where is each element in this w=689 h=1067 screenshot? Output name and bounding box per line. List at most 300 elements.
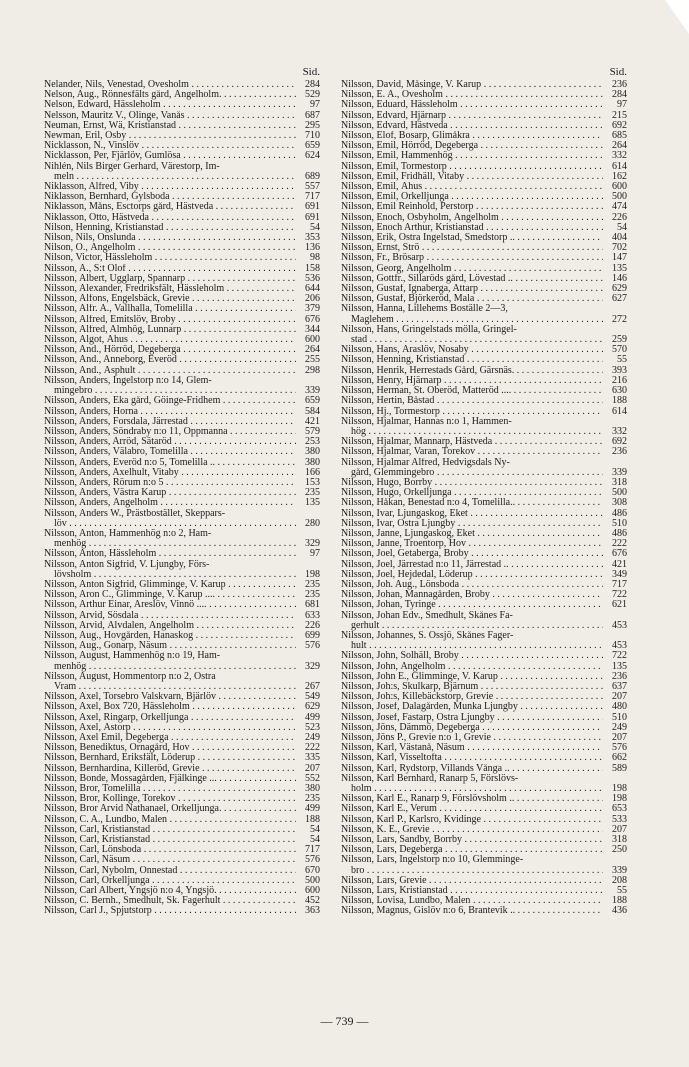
index-entry bbox=[341, 804, 627, 814]
entry-page: 235 bbox=[305, 793, 320, 805]
entry-text: Nilsson, Erik, Östra Ingelstad, Smedstorp .. . . . bbox=[341, 233, 603, 243]
entry-text: Nilsson, Lars, Ingelstorp n:o 10, Glemminge- bbox=[341, 855, 524, 866]
entry-continuation: Vram . . . bbox=[44, 682, 296, 692]
entry-page: 637 bbox=[612, 680, 627, 692]
entry-page: 162 bbox=[612, 170, 627, 182]
entry-text: Nilsson, Enoch Arthur, Kristianstad . . . bbox=[341, 223, 603, 233]
index-entry bbox=[44, 427, 320, 437]
index-entry bbox=[44, 131, 320, 141]
entry-text: Nilsson, Hjalmar, Varan, Torekov . . . bbox=[341, 447, 603, 457]
entry-page: 380 bbox=[305, 783, 320, 795]
entry-text: Nilsson, Anders, Söndraby n:o 11, Oppmanna . . . bbox=[44, 427, 296, 437]
entry-text: Nilsson, Henning, Kristianstad . . . bbox=[341, 355, 603, 365]
index-entry bbox=[341, 80, 627, 90]
entry-page: 188 bbox=[612, 395, 627, 407]
entry-text: Nelson, Aug., Rönnesfälts gård, Ängelholm. . . . bbox=[44, 90, 296, 100]
index-entry bbox=[341, 294, 627, 304]
entry-page: 329 bbox=[305, 660, 320, 672]
index-entry bbox=[44, 488, 320, 498]
entry-text: Nilsson, Elof, Bosarp, Glimåkra . . . bbox=[341, 131, 603, 141]
entry-text: Nilsson, Carl Albert, Yngsjö n:o 4, Yngsjö. . . . bbox=[44, 886, 296, 896]
index-entry bbox=[341, 284, 627, 294]
entry-page: 529 bbox=[305, 89, 320, 101]
entry-text: Nilsson, Johan, Mannagården, Broby . . . bbox=[341, 590, 603, 600]
index-entry bbox=[341, 600, 627, 610]
entry-text: Nilsson, Karl E., Verum . . . bbox=[341, 804, 603, 814]
index-entry bbox=[341, 304, 627, 324]
entry-text: Nilsson, And., Hörröd, Degeberga . . . bbox=[44, 345, 296, 355]
entry-page: 207 bbox=[612, 691, 627, 703]
entry-page: 318 bbox=[612, 834, 627, 846]
entry-page: 188 bbox=[305, 813, 320, 825]
index-entry bbox=[341, 366, 627, 376]
entry-page: 536 bbox=[305, 272, 320, 284]
index-entry bbox=[44, 345, 320, 355]
entry-page: 633 bbox=[305, 609, 320, 621]
entry-page: 692 bbox=[612, 436, 627, 448]
entry-page: 421 bbox=[612, 558, 627, 570]
entry-page: 691 bbox=[305, 201, 320, 213]
entry-page: 557 bbox=[305, 181, 320, 193]
entry-page: 54 bbox=[310, 823, 320, 835]
entry-page: 717 bbox=[612, 578, 627, 590]
entry-page: 255 bbox=[305, 354, 320, 366]
entry-text: Nilsson, Janne, Troentorp, Hov . . . bbox=[341, 539, 603, 549]
entry-page: 436 bbox=[612, 905, 627, 917]
index-entry bbox=[341, 182, 627, 192]
index-entry bbox=[44, 304, 320, 314]
index-entry bbox=[341, 662, 627, 672]
index-entry bbox=[341, 417, 627, 437]
entry-text: Neuman, Ernst, Wä, Kristianstad . . . bbox=[44, 121, 296, 131]
index-entry bbox=[341, 549, 627, 559]
entry-page: 576 bbox=[305, 640, 320, 652]
entry-page: 284 bbox=[612, 89, 627, 101]
entry-text: Niklasson, Otto, Hästveda . . . bbox=[44, 213, 296, 223]
entry-text: Nilsson, Aug., Hovgården, Hanaskog . . . bbox=[44, 631, 296, 641]
entry-text: Nilsson, Carl, Näsum . . . bbox=[44, 855, 296, 865]
entry-page: 349 bbox=[612, 568, 627, 580]
entry-text: Nelson, Edward, Hässleholm . . . bbox=[44, 100, 296, 110]
entry-page: 624 bbox=[305, 150, 320, 162]
entry-text: Nilsson, Emil, Åhus . . . bbox=[341, 182, 603, 192]
index-entry bbox=[44, 590, 320, 600]
entry-page: 335 bbox=[305, 752, 320, 764]
index-entry bbox=[341, 325, 627, 345]
index-entry bbox=[341, 906, 627, 916]
entry-text: Nilsson, Jöns P., Grevie n:o 1, Grevie . . . bbox=[341, 733, 603, 743]
entry-text: Nilsson, Alfr. A., Vallhalla, Tomelilla . . . bbox=[44, 304, 296, 314]
index-entry bbox=[341, 488, 627, 498]
entry-page: 207 bbox=[305, 762, 320, 774]
index-entry bbox=[44, 825, 320, 835]
entry-text: Nilsson, Henry, Hjärnarp . . . bbox=[341, 376, 603, 386]
entry-text: Nilsson, Alexander, Fredriksfält, Hässleholm . . . bbox=[44, 284, 296, 294]
entry-page: 500 bbox=[305, 874, 320, 886]
entry-text: Nilsson, Anders, Västra Karup . . . bbox=[44, 488, 296, 498]
index-entry bbox=[341, 743, 627, 753]
entry-text: Nilsson, Carl, Lönsboda . . . bbox=[44, 845, 296, 855]
entry-page: 339 bbox=[305, 385, 320, 397]
entry-page: 198 bbox=[305, 568, 320, 580]
index-entry bbox=[44, 611, 320, 621]
index-entry bbox=[44, 437, 320, 447]
entry-text: Nilsson, Anton, Hässleholm . . . bbox=[44, 549, 296, 559]
entry-text: Nilsson, Håkan, Benestad n:o 4, Tomelilla.. . . . bbox=[341, 498, 603, 508]
entry-page: 576 bbox=[612, 742, 627, 754]
entry-text: Nilsson, Bonde, Mossagården, Fjälkinge ... . . . bbox=[44, 774, 296, 784]
index-entry bbox=[44, 458, 320, 468]
index-entry bbox=[341, 570, 627, 580]
entry-text: Nilson, Henning, Kristianstad . . . bbox=[44, 223, 296, 233]
index-entry bbox=[44, 896, 320, 906]
index-entry bbox=[44, 233, 320, 243]
index-entry bbox=[44, 713, 320, 723]
entry-page: 280 bbox=[305, 517, 320, 529]
index-entry bbox=[341, 121, 627, 131]
index-entry bbox=[44, 355, 320, 365]
entry-page: 55 bbox=[617, 354, 627, 366]
entry-text: Nilsson, David, Måsinge, V. Karup . . . bbox=[341, 80, 603, 90]
index-entry bbox=[44, 784, 320, 794]
index-entry bbox=[44, 111, 320, 121]
entry-text: Nilsson, Emil, Hörröd, Degeberga . . . bbox=[341, 141, 603, 151]
index-entry bbox=[341, 529, 627, 539]
entry-page: 549 bbox=[305, 691, 320, 703]
entry-text: Nilsson, Karl P., Karlsro, Kvidinge . . . bbox=[341, 815, 603, 825]
index-entry bbox=[341, 764, 627, 774]
entry-text: Niklasson, Bernhard, Gylsboda . . . bbox=[44, 192, 296, 202]
index-entry bbox=[341, 233, 627, 243]
index-entry bbox=[44, 692, 320, 702]
entry-page: 453 bbox=[612, 640, 627, 652]
entry-text: Nelander, Nils, Venestad, Ovesholm . . . bbox=[44, 80, 296, 90]
entry-text: Nihlén, Nils Birger Gerhard, Värestorp, Im- bbox=[44, 161, 220, 172]
entry-page: 54 bbox=[310, 834, 320, 846]
entry-text: Nilsson, Eduard, Hässleholm . . . bbox=[341, 100, 603, 110]
entry-text: Nilsson, Anders, Ingelstorp n:o 14, Glem- bbox=[44, 375, 212, 386]
index-entry bbox=[44, 192, 320, 202]
entry-page: 97 bbox=[617, 99, 627, 111]
entry-text: Nilsson, C. Bernh., Smedhult, Sk. Fagerhult . . . bbox=[44, 896, 296, 906]
entry-page: 235 bbox=[305, 487, 320, 499]
right-entry-list bbox=[341, 80, 627, 917]
entry-page: 198 bbox=[612, 793, 627, 805]
entry-page: 267 bbox=[305, 680, 320, 692]
index-entry bbox=[44, 906, 320, 916]
entry-text: Nilsson, Algot, Åhus . . . bbox=[44, 335, 296, 345]
entry-continuation: hög . . . bbox=[341, 427, 603, 437]
entry-text: Nilsson, Lars, Sandby, Borrby . . . bbox=[341, 835, 603, 845]
entry-page: 687 bbox=[305, 109, 320, 121]
entry-page: 380 bbox=[305, 446, 320, 458]
entry-text: Nilsson, Fr., Brösarp . . . bbox=[341, 253, 603, 263]
entry-page: 249 bbox=[305, 732, 320, 743]
entry-page: 589 bbox=[612, 762, 627, 774]
entry-continuation: lövsholm . . . bbox=[44, 570, 296, 580]
index-entry bbox=[341, 713, 627, 723]
entry-page: 198 bbox=[612, 783, 627, 795]
index-entry bbox=[44, 815, 320, 825]
entry-text: Nilsson, Ivar, Östra Ljungby . . . bbox=[341, 519, 603, 529]
entry-page: 206 bbox=[305, 293, 320, 305]
entry-text: Nilsson, Joh:s, Skulkarp, Bjärnum . . . bbox=[341, 682, 603, 692]
index-entry bbox=[341, 519, 627, 529]
index-entry bbox=[44, 580, 320, 590]
entry-continuation: mingebro . . . bbox=[44, 386, 296, 396]
entry-page: 630 bbox=[612, 385, 627, 397]
entry-page: 329 bbox=[305, 538, 320, 550]
entry-page: 681 bbox=[305, 599, 320, 611]
index-entry bbox=[341, 264, 627, 274]
entry-page: 699 bbox=[305, 629, 320, 641]
index-entry bbox=[44, 121, 320, 131]
index-entry bbox=[44, 702, 320, 712]
entry-page: 226 bbox=[612, 211, 627, 223]
index-entry bbox=[341, 794, 627, 804]
index-entry bbox=[44, 253, 320, 263]
entry-page: 685 bbox=[612, 130, 627, 142]
index-entry bbox=[341, 876, 627, 886]
index-entry bbox=[44, 631, 320, 641]
entry-page: 453 bbox=[612, 619, 627, 631]
entry-text: Nilson, O., Ängelholm . . . bbox=[44, 243, 296, 253]
entry-page: 236 bbox=[612, 670, 627, 682]
entry-text: Nilsson, John, Solhäll, Broby . . . bbox=[341, 651, 603, 661]
entry-page: 250 bbox=[612, 844, 627, 856]
entry-page: 264 bbox=[612, 140, 627, 152]
entry-page: 722 bbox=[612, 650, 627, 662]
entry-page: 676 bbox=[612, 548, 627, 560]
index-entry bbox=[341, 111, 627, 121]
entry-page: 474 bbox=[612, 201, 627, 213]
index-entry bbox=[44, 447, 320, 457]
entry-page: 308 bbox=[612, 497, 627, 509]
index-entry bbox=[341, 886, 627, 896]
entry-text: Nilsson, Hans, Äraslöv, Nosaby . . . bbox=[341, 345, 603, 355]
index-entry bbox=[44, 80, 320, 90]
entry-page: 158 bbox=[305, 262, 320, 274]
entry-page: 570 bbox=[612, 344, 627, 356]
index-entry bbox=[44, 866, 320, 876]
index-entry bbox=[44, 794, 320, 804]
entry-text: Nilsson, Joh:s, Killebäckstorp, Grevie . . . bbox=[341, 692, 603, 702]
index-entry bbox=[341, 651, 627, 661]
index-entry bbox=[341, 509, 627, 519]
entry-page: 691 bbox=[305, 211, 320, 223]
index-entry bbox=[341, 100, 627, 110]
index-entry bbox=[44, 651, 320, 671]
index-entry bbox=[44, 468, 320, 478]
entry-text: Nilsson, John E., Glimminge, V. Karup . . . bbox=[341, 672, 603, 682]
entry-page: 717 bbox=[305, 844, 320, 856]
index-entry bbox=[341, 243, 627, 253]
entry-page: 552 bbox=[305, 772, 320, 784]
entry-page: 363 bbox=[305, 905, 320, 917]
entry-page: 500 bbox=[612, 487, 627, 499]
entry-text: Nilsson, Axel, Torsebro Valskvarn, Bjärlöv . . . bbox=[44, 692, 296, 702]
entry-text: Nilsson, Anders, Ängelholm . . . bbox=[44, 498, 296, 508]
entry-text: Nilsson, Enoch, Osbyholm, Ängelholm . . . bbox=[341, 213, 603, 223]
entry-text: Nilsson, Lovisa, Lundbo, Malen . . . bbox=[341, 896, 603, 906]
entry-page: 318 bbox=[612, 476, 627, 488]
entry-page: 510 bbox=[612, 517, 627, 529]
entry-text: Nilsson, Anders, Everöd n:o 5, Tomelilla .. . . . bbox=[44, 458, 296, 468]
index-entry bbox=[341, 825, 627, 835]
entry-page: 629 bbox=[305, 701, 320, 713]
entry-text: Nilsson, Arvid, Älvdalen, Ängelholm . . . bbox=[44, 621, 296, 631]
entry-text: Nilsson, Jöns, Dämmö, Degeberga . . . bbox=[341, 723, 603, 733]
entry-page: 499 bbox=[305, 711, 320, 723]
entry-text: Nilsson, Gustaf, Björkeröd, Mala . . . bbox=[341, 294, 603, 304]
entry-text: Nilsson, Magnus, Gislöv n:o 6, Brantevik .. . . . bbox=[341, 906, 603, 916]
index-entry bbox=[341, 835, 627, 845]
index-entry bbox=[44, 162, 320, 182]
entry-page: 153 bbox=[305, 476, 320, 488]
entry-continuation: meln . . . bbox=[44, 172, 296, 182]
entry-text: Nilsson, Axel, Ringarp, Örkelljunga . . . bbox=[44, 713, 296, 723]
index-entry bbox=[341, 355, 627, 365]
entry-text: Nilsson, Josef, Dalagården, Munka Ljungby . . . bbox=[341, 702, 603, 712]
entry-page: 404 bbox=[612, 232, 627, 244]
index-entry bbox=[44, 182, 320, 192]
index-entry bbox=[341, 376, 627, 386]
entry-page: 600 bbox=[305, 885, 320, 897]
index-entry bbox=[44, 478, 320, 488]
index-entry bbox=[341, 141, 627, 151]
entry-page: 55 bbox=[617, 885, 627, 897]
index-entry bbox=[44, 376, 320, 396]
entry-page: 226 bbox=[305, 619, 320, 631]
entry-page: 659 bbox=[305, 140, 320, 152]
entry-text: Nilsson, Janne, Ljungaskog, Eket . . . bbox=[341, 529, 603, 539]
left-column bbox=[44, 64, 320, 917]
entry-continuation: löv . . . bbox=[44, 519, 296, 529]
entry-text: Nilsson, Joh. Aug., Lönsboda . . . bbox=[341, 580, 603, 590]
page-number: — 739 — bbox=[320, 1014, 369, 1028]
entry-continuation: Maglehem . . . bbox=[341, 315, 603, 325]
entry-text: Nilsson, Henrik, Herrestads Gård, Gärsnäs. . . . bbox=[341, 366, 603, 376]
index-entry bbox=[341, 855, 627, 875]
entry-page: 97 bbox=[310, 99, 320, 111]
index-entry bbox=[341, 274, 627, 284]
index-entry bbox=[44, 723, 320, 733]
entry-text: Nilsson, Aron C., Glimminge, V. Karup .... . . . bbox=[44, 590, 296, 600]
entry-text: Nilsson, Emil, Örkelljunga . . . bbox=[341, 192, 603, 202]
index-entry bbox=[341, 90, 627, 100]
entry-text: Nilsson, Emil Reinhold, Perstorp . . . bbox=[341, 202, 603, 212]
index-entry bbox=[44, 641, 320, 651]
entry-page: 272 bbox=[612, 313, 627, 325]
entry-text: Nilsson, Karl E., Ranarp 9, Förslövsholm .. . . . bbox=[341, 794, 603, 804]
entry-text: Nilsson, A., S:t Olof . . . bbox=[44, 264, 296, 274]
entry-text: Nilsson, Carl, Kristianstad . . . bbox=[44, 835, 296, 845]
index-entry bbox=[44, 274, 320, 284]
index-entry bbox=[44, 855, 320, 865]
index-entry bbox=[44, 876, 320, 886]
entry-page: 659 bbox=[305, 395, 320, 407]
entry-text: Nilsson, Herman, St. Oberöd, Matteröd .... . . . bbox=[341, 386, 603, 396]
entry-page: 295 bbox=[305, 119, 320, 131]
left-entry-list bbox=[44, 80, 320, 917]
index-entry bbox=[44, 213, 320, 223]
entry-text: Nilsson, Carl, Kristianstad . . . bbox=[44, 825, 296, 835]
entry-page: 499 bbox=[305, 803, 320, 815]
entry-page: 222 bbox=[305, 742, 320, 754]
entry-page: 207 bbox=[612, 732, 627, 743]
entry-text: Nilsson, Joel, Getaberga, Broby . . . bbox=[341, 549, 603, 559]
entry-page: 216 bbox=[612, 374, 627, 386]
entry-page: 653 bbox=[612, 803, 627, 815]
index-entry bbox=[341, 672, 627, 682]
entry-page: 500 bbox=[612, 191, 627, 203]
entry-text: Nilsson, Anders, Horna . . . bbox=[44, 407, 296, 417]
entry-text: Nilsson, Hugo, Borrby . . . bbox=[341, 478, 603, 488]
entry-page: 627 bbox=[612, 293, 627, 305]
entry-text: Nilsson, Hj., Tormestorp . . . bbox=[341, 407, 603, 417]
index-entry bbox=[341, 131, 627, 141]
entry-page: 264 bbox=[305, 344, 320, 356]
entry-continuation: hult . . . bbox=[341, 641, 603, 651]
entry-page: 253 bbox=[305, 436, 320, 448]
entry-page: 207 bbox=[612, 823, 627, 835]
index-entry bbox=[44, 264, 320, 274]
index-entry bbox=[44, 90, 320, 100]
entry-page: 670 bbox=[305, 864, 320, 876]
entry-text: Nilsson, Axel, Åstorp . . . bbox=[44, 723, 296, 733]
entry-continuation: menhög . . . bbox=[44, 662, 296, 672]
entry-text: Niklasson, Måns, Esctorps gård, Hästveda . . . bbox=[44, 202, 296, 212]
entry-page: 380 bbox=[305, 456, 320, 468]
entry-page: 97 bbox=[310, 548, 320, 560]
entry-page: 576 bbox=[305, 854, 320, 866]
entry-text: Nilsson, Johannes, S. Össjö, Skånes Fager- bbox=[341, 630, 514, 641]
entry-page: 353 bbox=[305, 232, 320, 244]
entry-page: 710 bbox=[305, 130, 320, 142]
entry-text: Nelsson, Mauritz V., Olinge, Vanås . . . bbox=[44, 111, 296, 121]
entry-text: Niklasson, Alfred, Viby . . . bbox=[44, 182, 296, 192]
entry-text: Nilsson, John, Ängelholm . . . bbox=[341, 662, 603, 672]
entry-page: 621 bbox=[612, 599, 627, 611]
entry-page: 702 bbox=[612, 242, 627, 254]
entry-page: 600 bbox=[305, 334, 320, 346]
index-entry bbox=[44, 529, 320, 549]
entry-page: 717 bbox=[305, 191, 320, 203]
entry-page: 480 bbox=[612, 701, 627, 713]
entry-text: Nilsson, Benediktus, Örnagård, Hov . . . bbox=[44, 743, 296, 753]
right-column bbox=[341, 64, 627, 917]
entry-text: Nilsson, Anders, Arröd, Sätaröd . . . bbox=[44, 437, 296, 447]
index-entry bbox=[44, 325, 320, 335]
index-entry bbox=[341, 774, 627, 794]
entry-page: 136 bbox=[305, 242, 320, 254]
index-entry bbox=[44, 243, 320, 253]
entry-text: Nilsson, Arvid, Sösdala . . . bbox=[44, 611, 296, 621]
entry-text: Nilsson, Karl, Visseltofta . . . bbox=[341, 753, 603, 763]
index-entry bbox=[341, 692, 627, 702]
entry-page: 235 bbox=[305, 578, 320, 590]
entry-text: Nilsson, Emil, Hammenhög . . . bbox=[341, 151, 603, 161]
entry-page: 54 bbox=[617, 221, 627, 233]
entry-text: Nilsson, And., Anneborg, Everöd . . . bbox=[44, 355, 296, 365]
index-entry bbox=[44, 560, 320, 580]
index-entry bbox=[341, 611, 627, 631]
index-entry bbox=[341, 447, 627, 457]
index-entry bbox=[341, 202, 627, 212]
index-entry bbox=[44, 151, 320, 161]
entry-text: Nilsson, Anders, Välabro, Tomelilla . . . bbox=[44, 447, 296, 457]
index-entry bbox=[44, 498, 320, 508]
